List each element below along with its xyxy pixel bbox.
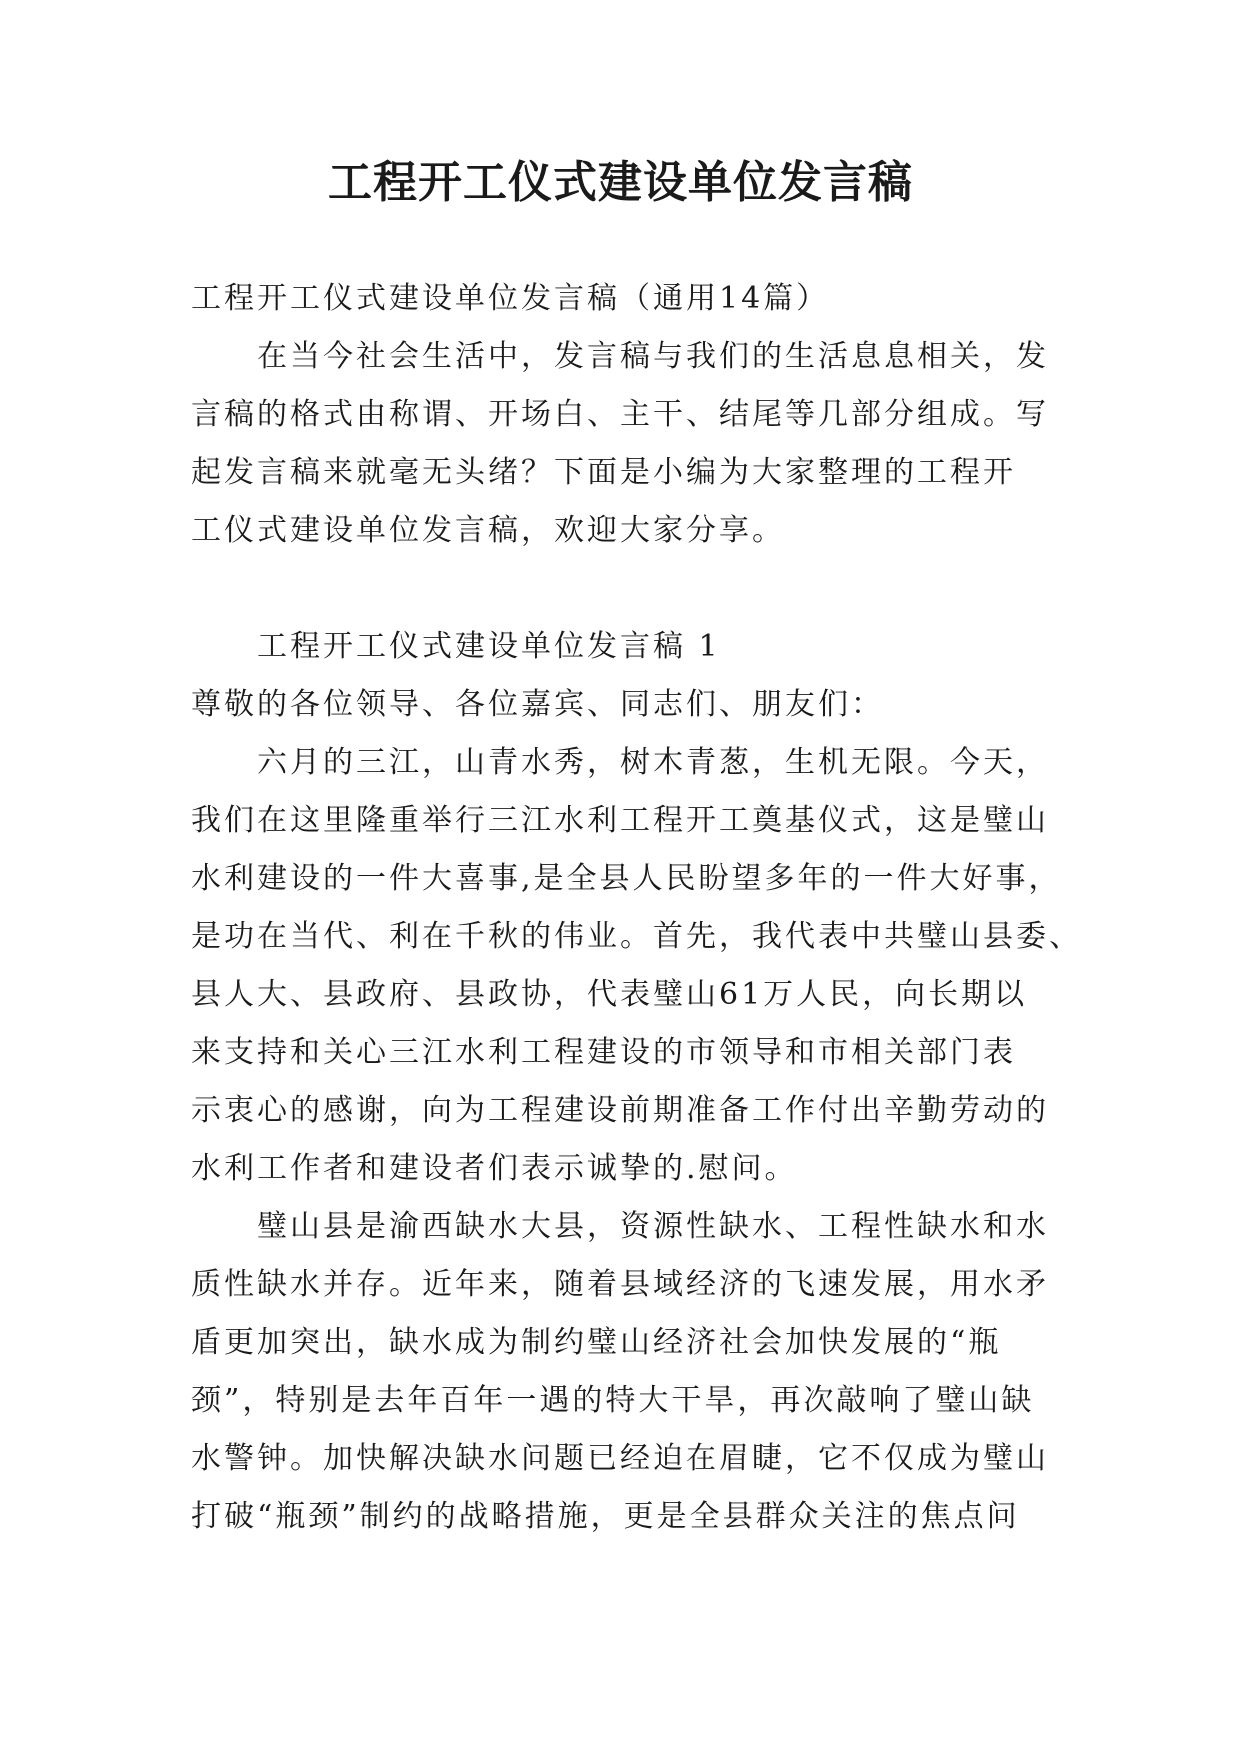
paragraph-line: 工仪式建设单位发言稿，欢迎大家分享。 [191, 513, 785, 548]
paragraph-line: 盾更加突出，缺水成为制约璧山经济社会加快发展的“瓶 [191, 1325, 1002, 1360]
paragraph-line: 我们在这里隆重举行三江水利工程开工奠基仪式，这是璧山 [191, 803, 1049, 838]
paragraph-line: 言稿的格式由称谓、开场白、主干、结尾等几部分组成。写 [191, 397, 1049, 432]
paragraph-line: 璧山县是渝西缺水大县，资源性缺水、工程性缺水和水 [257, 1209, 1049, 1244]
salutation: 尊敬的各位领导、各位嘉宾、同志们、朋友们： [191, 687, 884, 722]
paragraph-line: 县人大、县政府、县政协，代表璧山61万人民，向长期以 [191, 977, 1028, 1012]
paragraph-line: 水警钟。加快解决缺水问题已经迫在眉睫，它不仅成为璧山 [191, 1441, 1049, 1476]
document-subtitle: 工程开工仪式建设单位发言稿（通用14篇） [191, 281, 830, 316]
intro-paragraph [191, 328, 1067, 560]
paragraph-line: 是功在当代、利在千秋的伟业。首先，我代表中共璧山县委、 [191, 919, 1082, 954]
paragraph-line: 来支持和关心三江水利工程建设的市领导和市相关部门表 [191, 1035, 1016, 1070]
paragraph-line: 起发言稿来就毫无头绪？下面是小编为大家整理的工程开 [191, 455, 1016, 490]
paragraph-spacer [191, 560, 1067, 618]
document-body [191, 270, 1082, 1546]
section-heading: 工程开工仪式建设单位发言稿 1 [257, 629, 721, 664]
paragraph-line: 质性缺水并存。近年来，随着县域经济的飞速发展，用水矛 [191, 1267, 1049, 1302]
body-paragraph-1 [191, 734, 1082, 1198]
paragraph-line: 打破“瓶颈”制约的战略措施，更是全县群众关注的焦点问 [191, 1499, 1020, 1534]
body-paragraph-2 [191, 1198, 1067, 1546]
paragraph-line: 在当今社会生活中，发言稿与我们的生活息息相关，发 [257, 339, 1049, 374]
paragraph-line: 水利工作者和建设者们表示诚挚的.慰问。 [191, 1151, 798, 1186]
paragraph-line: 颈”，特别是去年百年一遇的特大干旱，再次敲响了璧山缺 [191, 1383, 1035, 1418]
paragraph-line: 示衷心的感谢，向为工程建设前期准备工作付出辛勤劳动的 [191, 1093, 1049, 1128]
paragraph-line: 水利建设的一件大喜事,是全县人民盼望多年的一件大好事， [191, 861, 1062, 896]
document-title: 工程开工仪式建设单位发言稿 [328, 157, 913, 208]
paragraph-line: 六月的三江，山青水秀，树木青葱，生机无限。今天， [257, 745, 1049, 780]
